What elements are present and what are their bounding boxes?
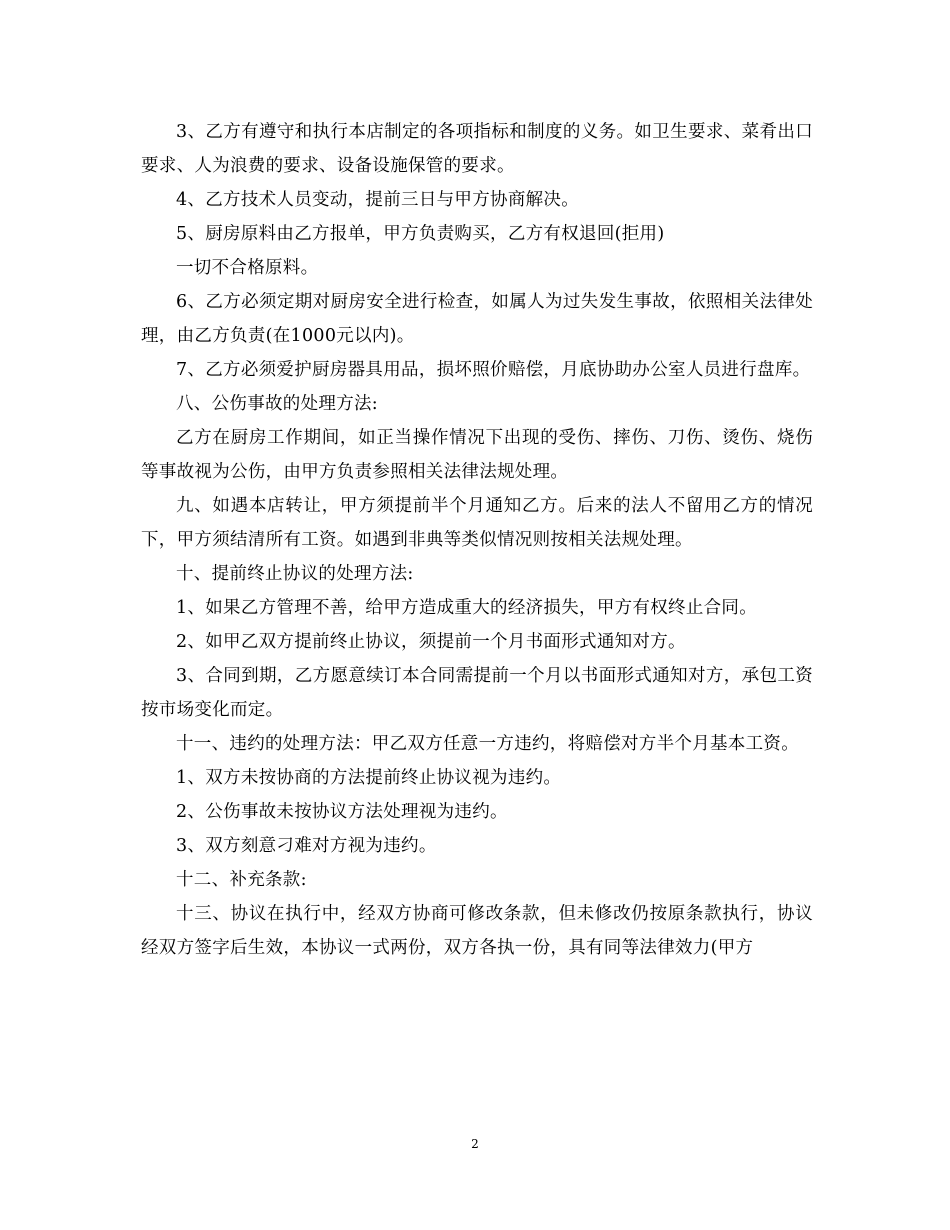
paragraph-clause-5-continued: 一切不合格原料。 [176,258,319,278]
section-heading-10-early-termination: 十、提前终止协议的处理方法: [176,564,414,584]
paragraph-clause-6-safety: 6、乙方必须定期对厨房安全进行检查，如属人为过失发生事故，依照相关法律处理，由乙方负责(在1000元以内)。 [141,292,813,346]
document-body [141,115,813,965]
paragraph-clause-3-obligations: 3、乙方有遵守和执行本店制定的各项指标和制度的义务。如卫生要求、菜肴出口要求、人为浪费的要求、设备设施保管的要求。 [141,122,813,176]
page-number: 2 [471,1137,479,1151]
section-heading-8-work-injury: 八、公伤事故的处理方法: [176,394,378,414]
section-9-transfer: 九、如遇本店转让，甲方须提前半个月通知乙方。后来的法人不留用乙方的情况下，甲方须结清所有工资。如遇到非典等类似情况则按相关法规处理。 [141,496,813,550]
section-13-amendment: 十三、协议在执行中，经双方协商可修改条款，但未修改仍按原条款执行，协议经双方签字后生效，本协议一式两份，双方各执一份，具有同等法律效力(甲方 [141,904,813,958]
section-heading-12-supplementary: 十二、补充条款: [176,870,307,890]
paragraph-clause-7-equipment: 7、乙方必须爱护厨房器具用品，损坏照价赔偿，月底协助办公室人员进行盘库。 [176,360,811,380]
paragraph-clause-4-staff-change: 4、乙方技术人员变动，提前三日与甲方协商解决。 [176,190,580,210]
paragraph-clause-5-ingredients: 5、厨房原料由乙方报单，甲方负责购买，乙方有权退回(拒用) [176,224,665,244]
paragraph-breach-2: 2、公伤事故未按协议方法处理视为违约。 [176,802,508,822]
section-11-breach: 十一、违约的处理方法：甲乙双方任意一方违约，将赔偿对方半个月基本工资。 [176,734,799,754]
paragraph-work-injury-body: 乙方在厨房工作期间，如正当操作情况下出现的受伤、摔伤、刀伤、烫伤、烧伤等事故视为公伤，由甲方负责参照相关法律法规处理。 [141,428,813,482]
paragraph-termination-3: 3、合同到期，乙方愿意续订本合同需提前一个月以书面形式通知对方，承包工资按市场变化而定。 [141,666,813,720]
paragraph-termination-1: 1、如果乙方管理不善，给甲方造成重大的经济损失，甲方有权终止合同。 [176,598,758,618]
paragraph-termination-2: 2、如甲乙双方提前终止协议，须提前一个月书面形式通知对方。 [176,632,686,652]
paragraph-breach-1: 1、双方未按协商的方法提前终止协议视为违约。 [176,768,562,788]
paragraph-breach-3: 3、双方刻意刁难对方视为违约。 [176,836,437,856]
